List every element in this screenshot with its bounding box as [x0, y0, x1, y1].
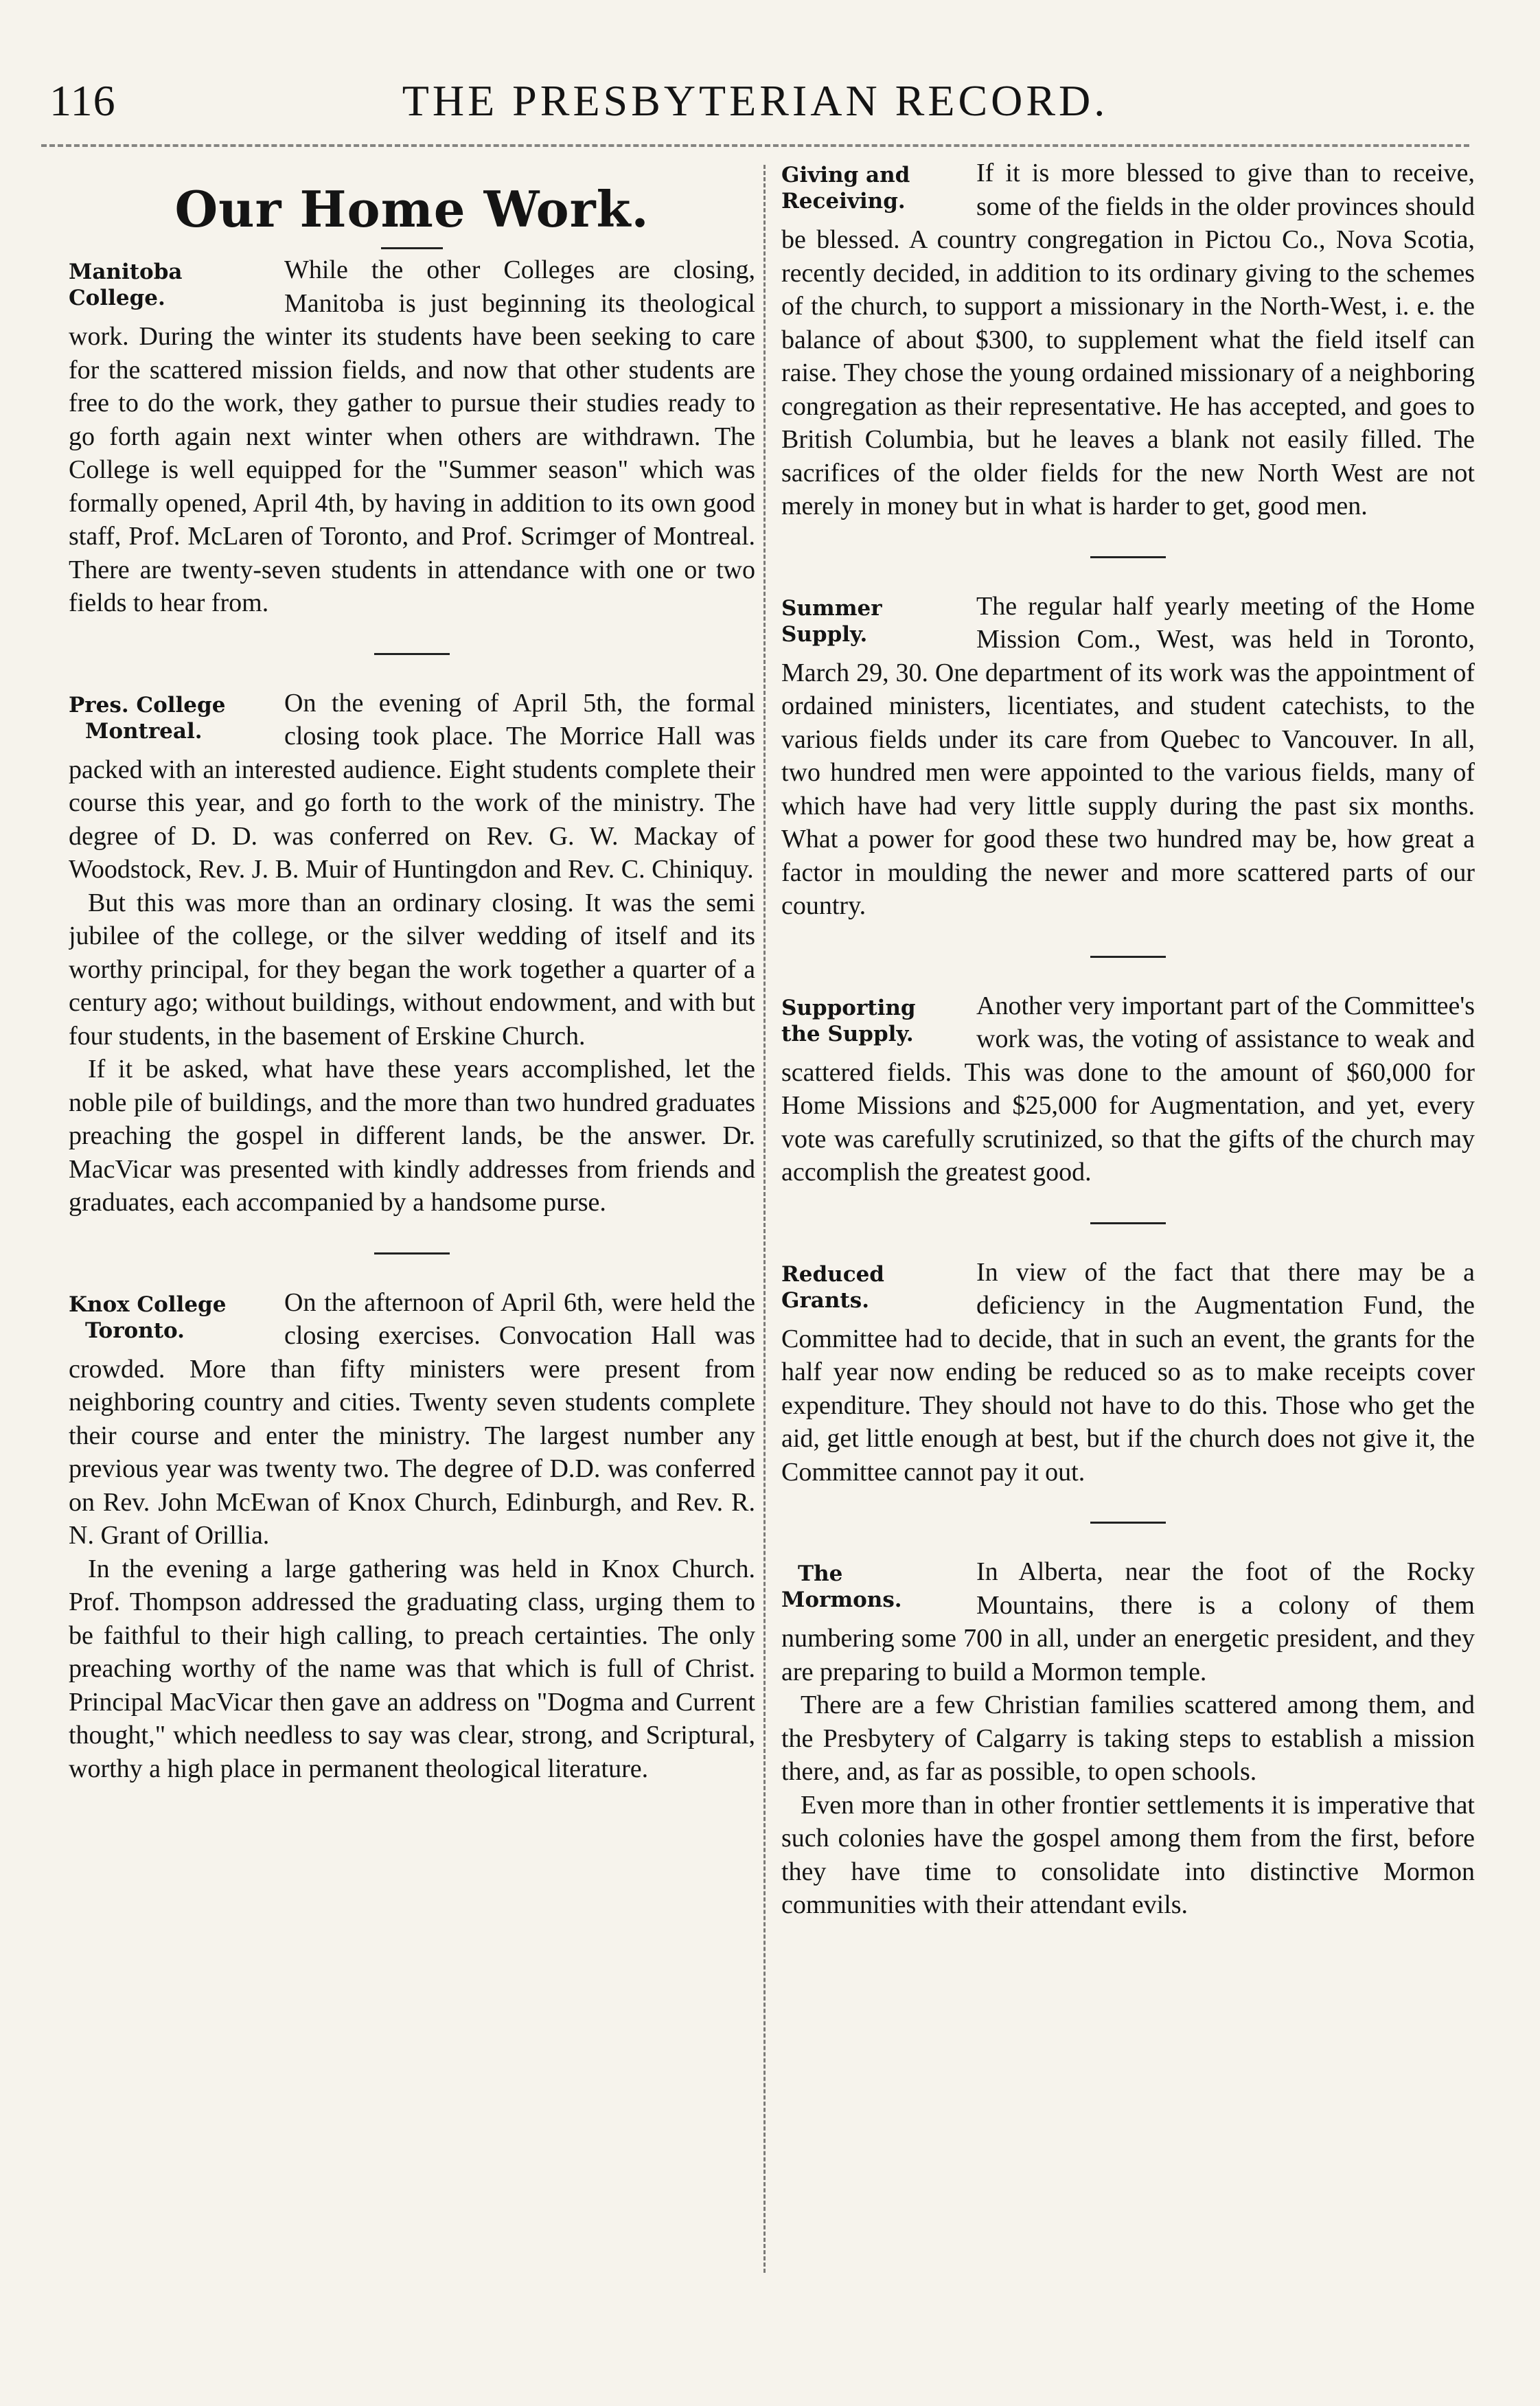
item-paragraph: On the afternoon of April 6th, were held the closing exercises. Convocation Hall was crowded. More than fifty ministers were present from neighboring country and cities. Twenty seven students complete their course and enter the ministry. The largest number any previous year was twenty two. The degree of D.D. was conferred on Rev. John McEwan of Knox Church, Edinburgh, and Rev. R. N. Grant of Orillia. [69, 1287, 755, 1550]
item-heading [69, 1292, 275, 1344]
item-heading-line: Pres. College [69, 692, 226, 718]
item-heading-line: the Supply. [781, 1021, 914, 1046]
item-paragraph: On the evening of April 5th, the formal closing took place. The Morrice Hall was packed with an interested audience. Eight students complete their course this year, and go forth to the work of the ministry. The degree of D. D. was conferred on Rev. G. W. Mackay of Woodstock, Rev. J. B. Muir of Huntingdon and Rev. C. Chiniquy. [69, 688, 755, 884]
item-heading-line: Mormons. [781, 1588, 902, 1612]
item-heading-line: Knox College [69, 1292, 227, 1317]
item-heading-line: Giving and [781, 163, 910, 187]
item-paragraph: In the evening a large gathering was held in Knox Church. Prof. Thompson addressed the graduating class, urging them to be faithful to their high calling, to preach certainties. The only preaching worthy of the name was that which is full of Christ. Principal MacVicar then gave an address on "Dogma and Current thought," which needless to say was clear, strong, and Scriptural, worthy a high place in permanent theological literature. [69, 1554, 755, 1783]
item-heading-line: The [798, 1561, 843, 1586]
column-divider [763, 165, 766, 2273]
item-rule [1090, 956, 1166, 958]
item-heading-line: Toronto. [85, 1318, 185, 1343]
item-pres-college-montreal [69, 687, 755, 1219]
item-reduced-grants [781, 1256, 1475, 1489]
item-rule [374, 653, 450, 655]
item-heading-line: Summer [781, 595, 882, 621]
item-heading-line: College. [69, 286, 165, 310]
item-heading [69, 259, 275, 311]
item-heading-line: Supporting [781, 995, 916, 1020]
item-paragraph: There are a few Christian families scattered among them, and the Presbytery of Calgarry is taking steps to establish a mission there, and, as far as possible, to open schools. [781, 1691, 1475, 1786]
item-paragraph: If it is more blessed to give than to receive, some of the fields in the older provinces should be blessed. A country congregation in Pictou Co., Nova Scotia, recently decided, in addition to its ordinary giving to the schemes of the church, to support a missionary in the North-West, i. e. the balance of about $300, to supplement what the field itself can raise. They chose the young ordained missionary of a neighboring congregation as their representative. He has accepted, and goes to British Columbia, but he leaves a blank not easily filled. The sacrifices of the older fields for the new North West are not merely in money but in what is harder to get, good men. [781, 159, 1475, 520]
item-paragraph: The regular half yearly meeting of the Home Mission Com., West, was held in Toronto, March 29, 30. One department of its work was the appointment of ordained ministers, licentiates, and student catechists, to the various fields under its care from Quebec to Vancouver. In all, two hundred men were appointed to the various fields, many of which have had very little supply during the past six months. What a power for good these two hundred may be, how great a factor in moulding the newer and more scattered parts of our country. [781, 591, 1475, 920]
item-heading-line: Supply. [781, 621, 868, 647]
item-manitoba-college [69, 253, 755, 620]
item-rule [1090, 556, 1166, 558]
item-heading [781, 595, 967, 648]
item-heading [781, 162, 967, 214]
item-heading-line: Reduced [781, 1261, 884, 1287]
item-supporting-the-supply [781, 989, 1475, 1189]
item-paragraph: In Alberta, near the foot of the Rocky Mountains, there is a colony of them numbering some 700 in all, under an energetic president, and they are preparing to build a Mormon temple. [781, 1557, 1475, 1686]
item-the-mormons [781, 1555, 1475, 1922]
right-column [781, 157, 1475, 2374]
item-knox-college-toronto [69, 1286, 755, 1786]
item-heading [781, 995, 967, 1047]
item-heading-line: Montreal. [85, 718, 203, 744]
item-paragraph: But this was more than an ordinary closing. It was the semi jubilee of the college, or the silver wedding of itself and its worthy principal, for they began the work together a quarter of a century ago; without buildings, without endowment, and with but four students, in the basement of Erskine Church. [69, 888, 755, 1051]
item-giving-and-receiving [781, 157, 1475, 523]
item-paragraph: In view of the fact that there may be a deficiency in the Augmentation Fund, the Committee had to decide, that in such an event, the grants for the half year now ending be reduced so as to make receipts cover expenditure. They should not have to do this. Those who get the aid, get little enough at best, but if the church does not give it, the Committee cannot pay it out. [781, 1257, 1475, 1487]
item-rule [1090, 1522, 1166, 1524]
item-rule [374, 1252, 450, 1254]
item-heading [69, 692, 275, 744]
page-number: 116 [49, 76, 116, 125]
item-paragraph: If it be asked, what have these years accomplished, let the noble pile of buildings, and the more than two hundred graduates preaching the gospel in different lands, be the answer. Dr. MacVicar was presented with kindly addresses from friends and graduates, each accompanied by a handsome purse. [69, 1055, 755, 1217]
item-heading-line: Manitoba [69, 260, 183, 284]
item-paragraph: Another very important part of the Committee's work was, the voting of assistance to weak and scattered fields. This was done to the amount of $60,000 for Home Missions and $25,000 for Augmentation, and yet, every vote was carefully scrutinized, so that the gifts of the church may accomplish the greatest good. [781, 991, 1475, 1187]
item-heading-line: Receiving. [781, 189, 906, 214]
title-rule [381, 247, 443, 249]
item-rule [1090, 1222, 1166, 1224]
item-heading-line: Grants. [781, 1287, 869, 1313]
section-title: Our Home Work. [174, 180, 650, 238]
item-heading [781, 1561, 967, 1613]
item-summer-supply [781, 590, 1475, 923]
item-paragraph: Even more than in other frontier settlements it is imperative that such colonies have the gospel among them from the first, before they have time to consolidate into distinctive Mormon communities with their attendant evils. [781, 1790, 1475, 1919]
journal-title: THE PRESBYTERIAN RECORD. [402, 76, 1109, 125]
item-heading [781, 1261, 967, 1314]
item-paragraph: While the other Colleges are closing, Manitoba is just beginning its theological work. During the winter its students have been seeking to care for the scattered mission fields, and now that other students are free to do the work, they gather to pursue their studies ready to go forth again next winter when others are withdrawn. The College is well equipped for the "Summer season" which was formally opened, April 4th, by having in addition to its own good staff, Prof. McLaren of Toronto, and Prof. Scrimger of Montreal. There are twenty-seven students in attendance with one or two fields to hear from. [69, 255, 755, 617]
left-column [69, 157, 755, 2374]
header-rule [41, 144, 1469, 147]
page-header [41, 76, 1469, 137]
